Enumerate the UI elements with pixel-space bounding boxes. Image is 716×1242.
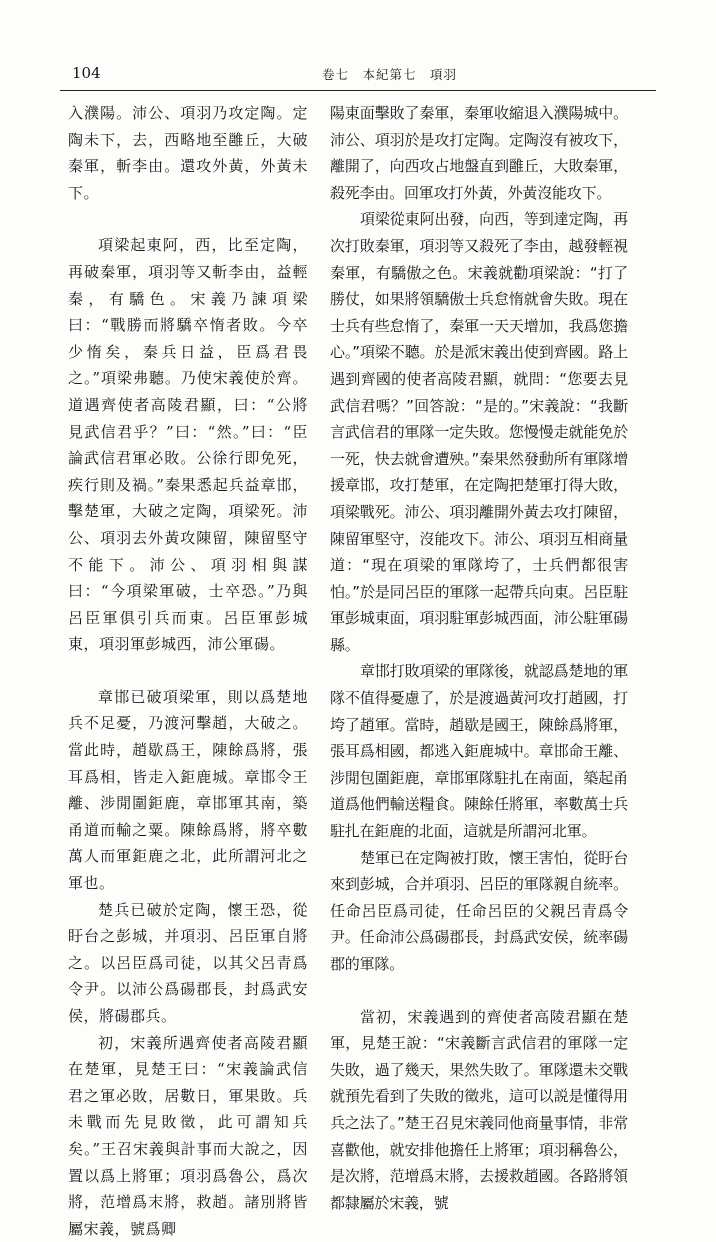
running-head: 卷七 本紀第七 項羽 [322, 67, 458, 82]
page-number: 104 [72, 64, 101, 82]
translation-paragraph-5: 當初，宋義遇到的齊使者高陵君顯在楚軍，見楚王說：“宋義斷言武信君的軍隊一定失敗，過了幾天，果然失敗了。軍隊還未交戰就預先看到了失敗的徵兆，這可以説是懂得用兵之法了。”楚王召見宋義同他商量事情，非常喜歡他，就安排他擔任上將軍；項羽稱魯公，是次將，范增爲末將，去援救趙國。各路將領都隸屬於宋義，號 [330, 1007, 628, 1212]
classical-paragraph-2: 項梁起東阿，西，比至定陶，再破秦軍，項羽等又斬李由，益輕秦，有驕色。宋義乃諫項梁曰：“戰勝而將驕卒惰者敗。今卒少惰矣，秦兵日益，臣爲君畏之。”項梁弗聽。乃使宋義使於齊。道遇齊使者高陵君顯，曰：“公將見武信君乎？”曰：“然。”曰：“臣論武信君軍必敗。公徐行即免死，疾行則及禍。”秦果悉起兵益章邯，擊楚軍，大破之定陶，項梁死。沛公、項羽去外黃攻陳留，陳留堅守不能下。沛公、項羽相與謀曰：“今項梁軍破，士卒恐。”乃與呂臣軍俱引兵而東。呂臣軍彭城東，項羽軍彭城西，沛公軍碭。 [68, 236, 308, 654]
translation-paragraph-2: 項梁從東阿出發，向西，等到達定陶，再次打敗秦軍，項羽等又殺死了李由，越發輕視秦軍，有驕傲之色。宋義就勸項梁說：“打了勝仗，如果將領驕傲士兵怠惰就會失敗。現在士兵有些怠惰了，秦軍一天天增加，我爲您擔心。”項梁不聽。於是派宋義出使到齊國。路上遇到齊國的使者高陵君顯，就問：“您要去見武信君嗎？”回答說：“是的。”宋義說：“我斷言武信君的軍隊一定失敗。您慢慢走就能免於一死，快去就會遭殃。”秦果然發動所有軍隊增援章邯，攻打楚軍，在定陶把楚軍打得大敗，項梁戰死。沛公、項羽離開外黃去攻打陳留，陳留軍堅守，沒能攻下。沛公、項羽互相商量道：“現在項梁的軍隊垮了，士兵們都很害怕。”於是同呂臣的軍隊一起帶兵向東。呂臣駐軍彭城東面，項羽駐軍彭城西面，沛公駐軍碭縣。 [330, 210, 628, 654]
classical-text-column [68, 100, 308, 1238]
translation-paragraph-4: 楚軍已在定陶被打敗，懷王害怕，從盱台來到彭城，合并項羽、呂臣的軍隊親自統率。任命呂臣爲司徒，任命呂臣的父親呂青爲令尹。任命沛公爲碭郡長，封爲武安侯，統率碭郡的軍隊。 [330, 848, 628, 973]
translation-text-column [330, 100, 628, 1212]
classical-paragraph-5: 初，宋義所遇齊使者高陵君顯在楚軍，見楚王曰：“宋義論武信君之軍必敗，居數日，軍果敗。兵未戰而先見敗徵，此可謂知兵矣。”王召宋義與計事而大說之，因置以爲上將軍；項羽爲魯公，爲次將，范增爲末將，救趙。諸別將皆屬宋義，號爲卿 [68, 1033, 308, 1238]
classical-paragraph-1: 入濮陽。沛公、項羽乃攻定陶。定陶未下，去，西略地至雝丘，大破秦軍，斬李由。還攻外黃，外黃未下。 [68, 104, 308, 202]
classical-paragraph-4: 楚兵已破於定陶，懷王恐，從盱台之彭城，并項羽、呂臣軍自將之。以呂臣爲司徒，以其父呂青爲令尹。以沛公爲碭郡長，封爲武安侯，將碭郡兵。 [68, 900, 308, 1025]
translation-paragraph-1: 陽東面擊敗了秦軍，秦軍收縮退入濮陽城中。沛公、項羽於是攻打定陶。定陶沒有被攻下，離開了，向西攻占地盤直到雝丘，大敗秦軍，殺死李由。回軍攻打外黃，外黃沒能攻下。 [330, 104, 628, 202]
page-header [60, 62, 656, 91]
classical-paragraph-3: 章邯已破項梁軍，則以爲楚地兵不足憂，乃渡河擊趙，大破之。當此時，趙歇爲王，陳餘爲將，張耳爲相，皆走入鉅鹿城。章邯令王離、涉閒圍鉅鹿，章邯軍其南，築甬道而輸之粟。陳餘爲將，將卒數萬人而軍鉅鹿之北，此所謂河北之軍也。 [68, 687, 308, 893]
translation-paragraph-3: 章邯打敗項梁的軍隊後，就認爲楚地的軍隊不值得憂慮了，於是渡過黃河攻打趙國，打垮了趙軍。當時，趙歇是國王，陳餘爲將軍，張耳爲相國，都逃入鉅鹿城中。章邯命王離、涉閒包圍鉅鹿，章邯軍隊駐扎在南面，築起甬道爲他們輸送糧食。陳餘任將軍，率數萬士兵駐扎在鉅鹿的北面，這就是所謂河北軍。 [330, 662, 628, 841]
